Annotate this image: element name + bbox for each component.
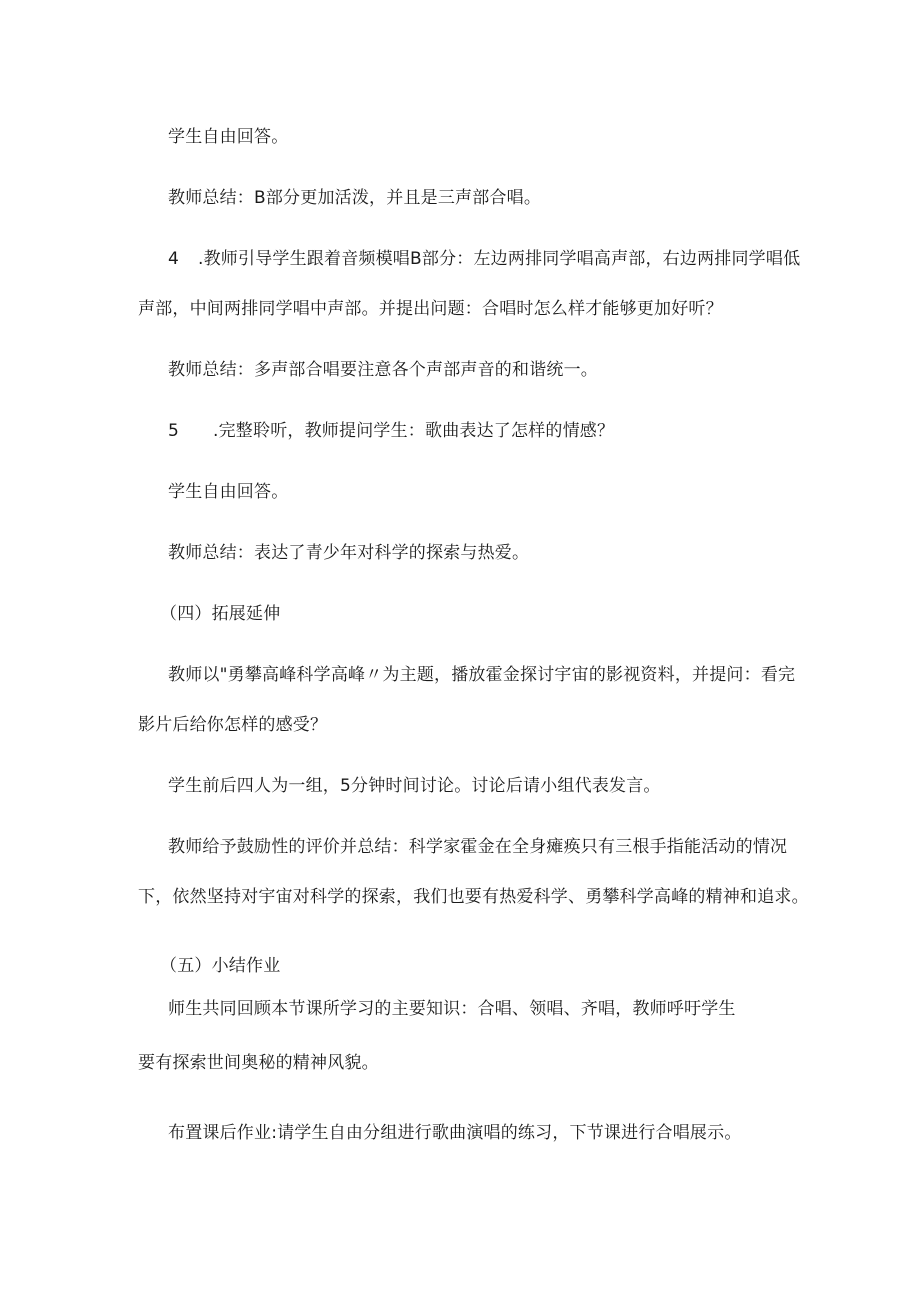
paragraph-teacher-summary-harmony: 教师总结：多声部合唱要注意各个声部声音的和谐统一。 xyxy=(168,360,598,380)
paragraph-student-answer-1: 学生自由回答。 xyxy=(168,127,289,147)
section-heading-summary: （五）小结作业 xyxy=(160,956,281,976)
paragraph-evaluation-line1: 教师给予鼓励性的评价并总结：科学家霍金在全身瘫痪只有三根手指能活动的情况 xyxy=(168,837,788,857)
paragraph-step-5 xyxy=(168,420,614,442)
paragraph-hawking-prompt-line1: 教师以"勇攀高峰科学高峰〃为主题，播放霍金探讨宇宙的影视资料，并提问：看完 xyxy=(168,665,796,685)
step-number-5: 5 xyxy=(168,421,180,441)
paragraph-review-line2: 要有探索世间奥秘的精神风貌。 xyxy=(138,1053,379,1073)
step-number-4: 4 xyxy=(168,249,180,269)
paragraph-evaluation-line2: 下，依然坚持对宇宙对科学的探索，我们也要有热爱科学、勇攀科学高峰的精神和追求。 xyxy=(138,887,809,907)
paragraph-review-line1: 师生共同回顾本节课所学习的主要知识：合唱、领唱、齐唱，教师呼吁学生 xyxy=(168,999,736,1019)
section-heading-extension: （四）拓展延伸 xyxy=(160,604,281,624)
step-4-text: .教师引导学生跟着音频模唱B部分：左边两排同学唱高声部，右边两排同学唱低 xyxy=(198,249,801,269)
paragraph-hawking-prompt-line2: 影片后给你怎样的感受？ xyxy=(138,715,328,735)
paragraph-group-discussion: 学生前后四人为一组，5分钟时间讨论。讨论后请小组代表发言。 xyxy=(168,776,661,796)
paragraph-homework: 布置课后作业:请学生自由分组进行歌曲演唱的练习，下节课进行合唱展示。 xyxy=(168,1123,742,1143)
paragraph-teacher-summary-b-part: 教师总结：B部分更加活泼，并且是三声部合唱。 xyxy=(168,188,542,208)
paragraph-student-answer-2: 学生自由回答。 xyxy=(168,482,289,502)
paragraph-step-4-line1 xyxy=(168,248,800,270)
paragraph-step-4-line2: 声部，中间两排同学唱中声部。并提出问题：合唱时怎么样才能够更加好听？ xyxy=(138,299,723,319)
paragraph-teacher-summary-emotion: 教师总结：表达了青少年对科学的探索与热爱。 xyxy=(168,543,530,563)
step-5-text: .完整聆听，教师提问学生：歌曲表达了怎样的情感？ xyxy=(213,421,615,441)
